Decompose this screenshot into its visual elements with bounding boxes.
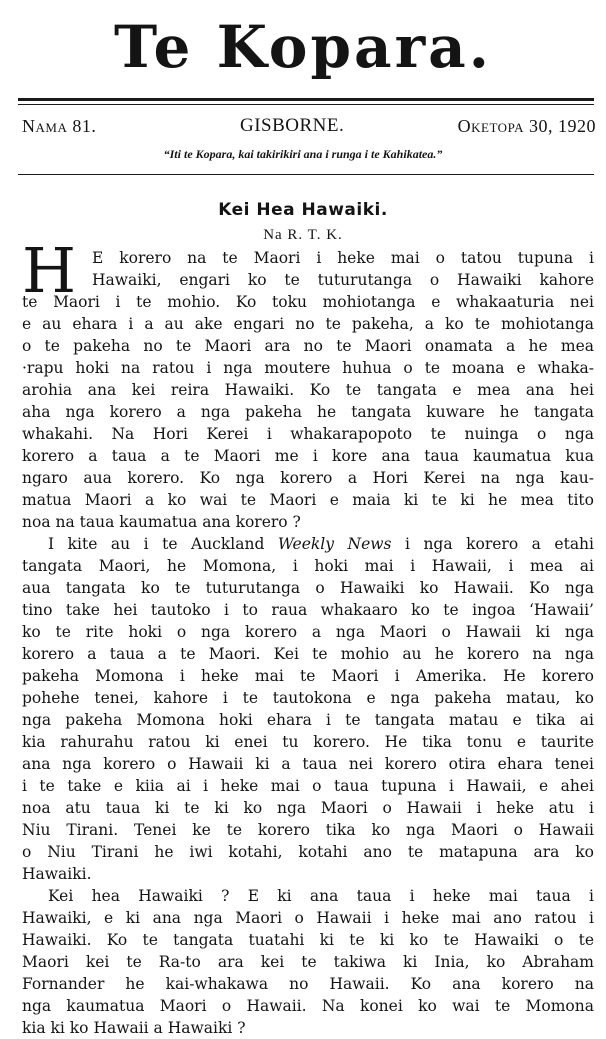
- article-line: [92, 247, 594, 269]
- article-text: Hawaiki. Ko te tangata tuatahi ki te ki ko te Hawaiki o te: [22, 931, 594, 949]
- article-line: [22, 973, 594, 995]
- article-line: [22, 467, 594, 489]
- article-line: [22, 423, 594, 445]
- article-text: te Maori i te mohio. Ko toku mohiotanga e whakaaturia nei: [22, 293, 594, 311]
- masthead-rule-thin: [18, 104, 594, 105]
- issue-number: Nama 81.: [22, 116, 97, 136]
- article-line: [22, 907, 594, 929]
- article-text: E korero na te Maori i heke mai o tatou tupuna i: [92, 249, 594, 267]
- issue-date: Oketopa 30, 1920: [457, 116, 596, 136]
- article-line: [22, 775, 594, 797]
- article-text: noa na taua kaumatua ana korero ?: [22, 513, 301, 531]
- drop-cap: H: [22, 234, 77, 307]
- article-text: kia ki ko Hawaii a Hawaiki ?: [22, 1019, 246, 1037]
- article-text: nga kaumatua Maori o Hawaii. Na konei ko wai te Momona: [22, 997, 594, 1015]
- place-name: GISBORNE.: [240, 115, 345, 136]
- article-text: Kei hea Hawaiki ? E ki ana taua i heke mai taua i: [48, 887, 594, 905]
- article-line: [22, 401, 594, 423]
- article-line: [22, 643, 594, 665]
- article-text: whakahi. Na Hori Kerei i whakarapopoto te nuinga o nga: [22, 425, 594, 443]
- article-line: [22, 511, 301, 533]
- article-text: noa atu taua ki te ki ko nga Maori o Hawaii i heke atu i: [22, 799, 594, 817]
- article-text: tangata Maori, he Momona, i hoki mai i Hawaii, i mea ai: [22, 557, 594, 575]
- article-line: [22, 665, 594, 687]
- article-line: [22, 951, 594, 973]
- article-text: o Niu Tirani he iwi kotahi, kotahi ano te matapuna ara ko: [22, 843, 594, 861]
- article-line: [22, 379, 594, 401]
- article-line: [22, 445, 594, 467]
- article-line: [22, 577, 594, 599]
- article-line: [22, 709, 594, 731]
- masthead-title: Te Kopara.: [114, 13, 492, 81]
- article-text: e au ehara i a au ake engari no te pakeha, a ko te mohiotanga: [22, 315, 594, 333]
- article-headline: Kei Hea Hawaiki.: [218, 200, 388, 220]
- article-line: [48, 533, 594, 555]
- article-text: Hawaiki.: [22, 865, 92, 883]
- article-text: Maori kei te Ra-to ara kei te takiwa ki Inia, ko Abraham: [22, 953, 594, 971]
- article-text: i nga korero a etahi: [391, 535, 594, 553]
- article-line: [22, 841, 594, 863]
- article-byline: Na R. T. K.: [263, 227, 343, 243]
- article-line: [22, 753, 594, 775]
- article-line: [22, 1017, 246, 1039]
- article-line: [48, 885, 594, 907]
- article-line: [22, 621, 594, 643]
- article-text: pakeha Momona i heke mai te Maori i Amerika. He korero: [22, 667, 594, 685]
- article-text: arohia ana kei reira Hawaiki. Ko te tangata e mea ana hei: [22, 381, 594, 399]
- article-text: pohehe tenei, kahore i te tautokona e nga pakeha matau, ko: [22, 689, 594, 707]
- article-text: I kite au i te Auckland: [48, 535, 278, 553]
- article-line: [22, 335, 594, 357]
- article-text: kia rahurahu ratou ki enei tu korero. He tika tonu e taurite: [22, 733, 594, 751]
- article-line: [22, 863, 92, 885]
- article-line: [22, 357, 594, 379]
- article-text: i te take e kiia ai i heke mai o taua tupuna i Hawaii, e ahei: [22, 777, 594, 795]
- article-text: ko te rite hoki o nga korero a nga Maori o Hawaii ki nga: [22, 623, 594, 641]
- article-text: tino take hei tautoko i to raua whakaaro ko te ingoa ‘Hawaii’: [22, 601, 594, 619]
- article-line: [22, 929, 594, 951]
- article-text: ngaro aua korero. Ko nga korero a Hori Kerei na nga kau-: [22, 469, 594, 487]
- article-text: aha nga korero a nga pakeha he tangata kuware he tangata: [22, 403, 594, 421]
- article-italic-text: Weekly News: [277, 535, 392, 553]
- article-line: [22, 599, 594, 621]
- article-line: [22, 489, 594, 511]
- article-text: Hawaiki, engari ko te tuturutanga o Hawaiki kahore: [92, 271, 594, 289]
- article-line: [22, 687, 594, 709]
- article-line: [22, 731, 594, 753]
- article-line: [22, 291, 594, 313]
- article-text: korero a taua a te Maori me i kore ana taua kaumatua kua: [22, 447, 594, 465]
- article-text: matua Maori a ko wai te Maori e maia ki te ki he mea tito: [22, 491, 594, 509]
- article-text: Niu Tirani. Tenei ke te korero tika ko nga Maori o Hawaii: [22, 821, 594, 839]
- article-line: [22, 555, 594, 577]
- masthead-rule-thick: [18, 98, 594, 101]
- article-text: nga pakeha Momona hoki ehara i te tangata matau e tika ai: [22, 711, 594, 729]
- article-line: [22, 797, 594, 819]
- article-line: [22, 995, 594, 1017]
- dateline-rule: [18, 174, 594, 175]
- article-text: Hawaiki, e ki ana nga Maori o Hawaii i heke mai ano ratou i: [22, 909, 594, 927]
- article-text: o te pakeha no te Maori ara no te Maori onamata a he mea: [22, 337, 594, 355]
- article-line: [22, 819, 594, 841]
- article-text: ·rapu hoki na ratou i nga moutere huhua o te moana e whaka-: [22, 359, 594, 377]
- motto: “Iti te Kopara, kai takirikiri ana i runga i te Kahikatea.”: [163, 147, 443, 161]
- article-text: Fornander he kai-whakawa no Hawaii. Ko ana korero na: [22, 975, 594, 993]
- article-line: [22, 313, 594, 335]
- article-text: korero a taua a te Maori. Kei te mohio au he korero na nga: [22, 645, 594, 663]
- article-text: ana nga korero o Hawaii ki a taua nei korero otira ehara tenei: [22, 755, 594, 773]
- article-text: aua tangata ko te tuturutanga o Hawaiki ko Hawaii. Ko nga: [22, 579, 594, 597]
- article-line: [92, 269, 594, 291]
